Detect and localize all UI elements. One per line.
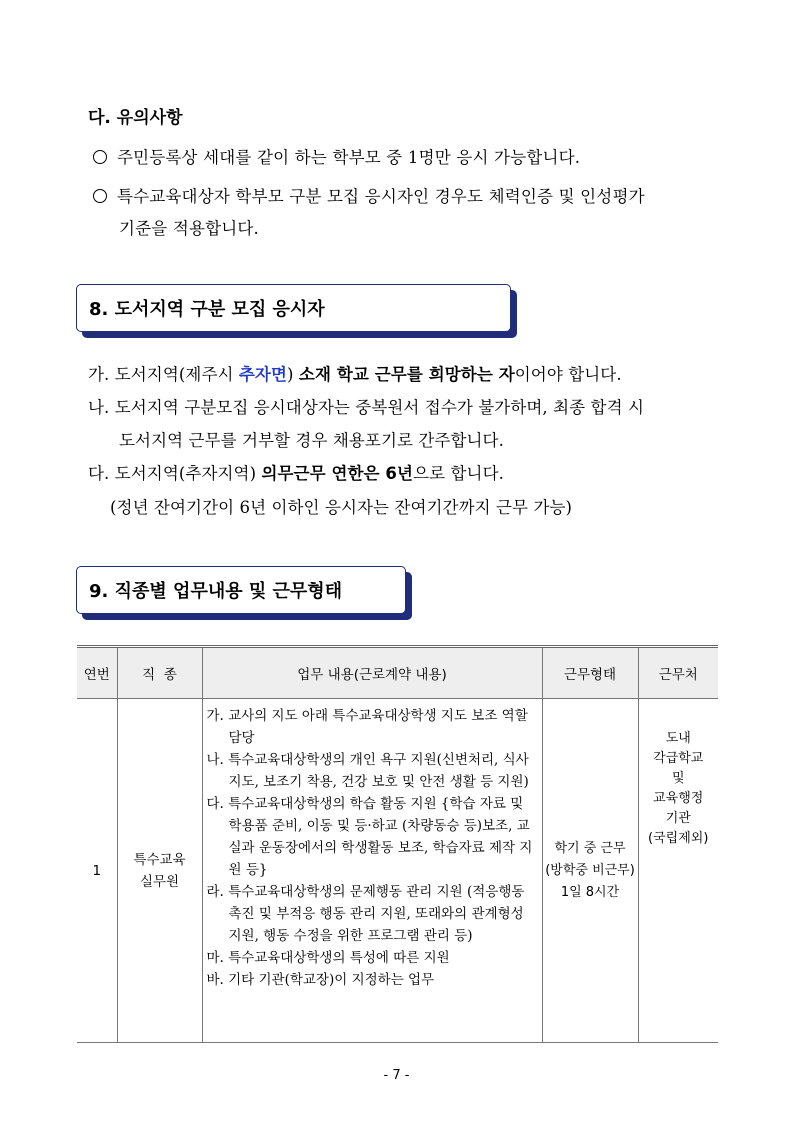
workplace-line-5: 기관 [665, 811, 691, 826]
section9-header-title: 9. 직종별 업무내용 및 근무형태 [89, 581, 343, 602]
section-da-title: 다. 유의사항 [88, 108, 183, 128]
item-ga-highlight: 추자면 [238, 365, 288, 384]
item-ga-bold: 소재 학교 근무를 희망하는 자 [298, 365, 515, 384]
section8-item-da-note: (정년 잔여기간이 6년 이하인 응시자는 잔여기간까지 근무 가능) [110, 498, 573, 517]
item-da-suffix: 으로 합니다. [413, 464, 504, 483]
section8-item-da [88, 460, 504, 484]
row-no: 1 [77, 699, 117, 1043]
work-form-line-3: 1일 8시간 [560, 884, 620, 900]
notice-item-2-text: 특수교육대상자 학부모 구분 모집 응시자인 경우도 체력인증 및 인성평가 [117, 187, 645, 206]
row-workplace [638, 699, 718, 1043]
duty-item-ra: 라. 특수교육대상학생의 문제행동 관리 지원 (적응행동 촉진 및 부적응 행동 관리 지원, 또래와의 관계형성 지원, 행동 수정을 위한 프로그램 관리 등) [206, 884, 525, 944]
row-duties [202, 699, 542, 1043]
job-duty-table [77, 645, 718, 1043]
header-workplace: 근무처 [638, 647, 718, 699]
workplace-line-3: 및 [671, 771, 685, 786]
job-line-1: 특수교육 [133, 851, 186, 868]
header-job: 직 종 [117, 647, 202, 699]
row-job [117, 699, 202, 1043]
workplace-line-1: 도내 [665, 731, 691, 746]
page-number: - 7 - [383, 1068, 410, 1083]
work-form-line-2: (방학중 비근무) [545, 862, 635, 878]
section8-header-title: 8. 도서지역 구분 모집 응시자 [89, 299, 325, 320]
notice-item-2 [93, 183, 645, 207]
duty-item-ba: 바. 기타 기관(학교장)이 지정하는 업무 [206, 972, 435, 988]
workplace-line-4: 교육행정 [653, 791, 704, 806]
workplace-line-2: 각급학교 [653, 751, 704, 766]
section8-item-ga [88, 361, 622, 385]
row-work-form [542, 699, 638, 1043]
duty-item-na: 나. 특수교육대상학생의 개인 욕구 지원(신변처리, 식사지도, 보조기 착용, 건강 보호 및 안전 생활 등 지원) [206, 752, 529, 790]
item-da-bold: 의무근무 연한은 6년 [261, 464, 414, 483]
item-da-prefix: 다. 도서지역(추자지역) [88, 464, 262, 483]
work-form-line-1: 학기 중 근무 [554, 840, 626, 856]
item-ga-suffix: 이어야 합니다. [514, 365, 622, 384]
duty-item-ma: 마. 특수교육대상학생의 특성에 따른 지원 [206, 950, 450, 966]
section8-header-box [76, 284, 511, 332]
circle-bullet-icon [93, 189, 107, 203]
section9-header-box [76, 566, 406, 614]
notice-item-2-continued: 기준을 적용합니다. [119, 219, 260, 238]
section8-item-na-line1: 나. 도서지역 구분모집 응시대상자는 중복원서 접수가 불가하며, 최종 합격 시 [88, 398, 645, 417]
item-ga-mid: ) [287, 365, 299, 384]
notice-item-1-text: 주민등록상 세대를 같이 하는 학부모 중 1명만 응시 가능합니다. [117, 148, 581, 167]
section8-item-na-line2: 도서지역 근무를 거부할 경우 채용포기로 간주합니다. [119, 431, 504, 450]
table-row [77, 699, 718, 1043]
header-work-form: 근무형태 [542, 647, 638, 699]
job-line-2: 실무원 [139, 873, 180, 890]
circle-bullet-icon [93, 150, 107, 164]
duty-item-ga: 가. 교사의 지도 아래 특수교육대상학생 지도 보조 역할 담당 [206, 708, 528, 746]
table-header-row [77, 647, 718, 699]
notice-item-1 [93, 144, 580, 168]
header-duties: 업무 내용(근로계약 내용) [202, 647, 542, 699]
header-no: 연번 [77, 647, 117, 699]
workplace-line-6: (국립제외) [648, 831, 709, 846]
item-ga-prefix: 가. 도서지역(제주시 [88, 365, 239, 384]
duty-item-da: 다. 특수교육대상학생의 학습 활동 지원 {학습 자료 및 학용품 준비, 이동 및 등·하교 (차량동승 등)보조, 교실과 운동장에서의 학생활동 보조, 학습자료 제작 지원 등} [206, 796, 533, 878]
